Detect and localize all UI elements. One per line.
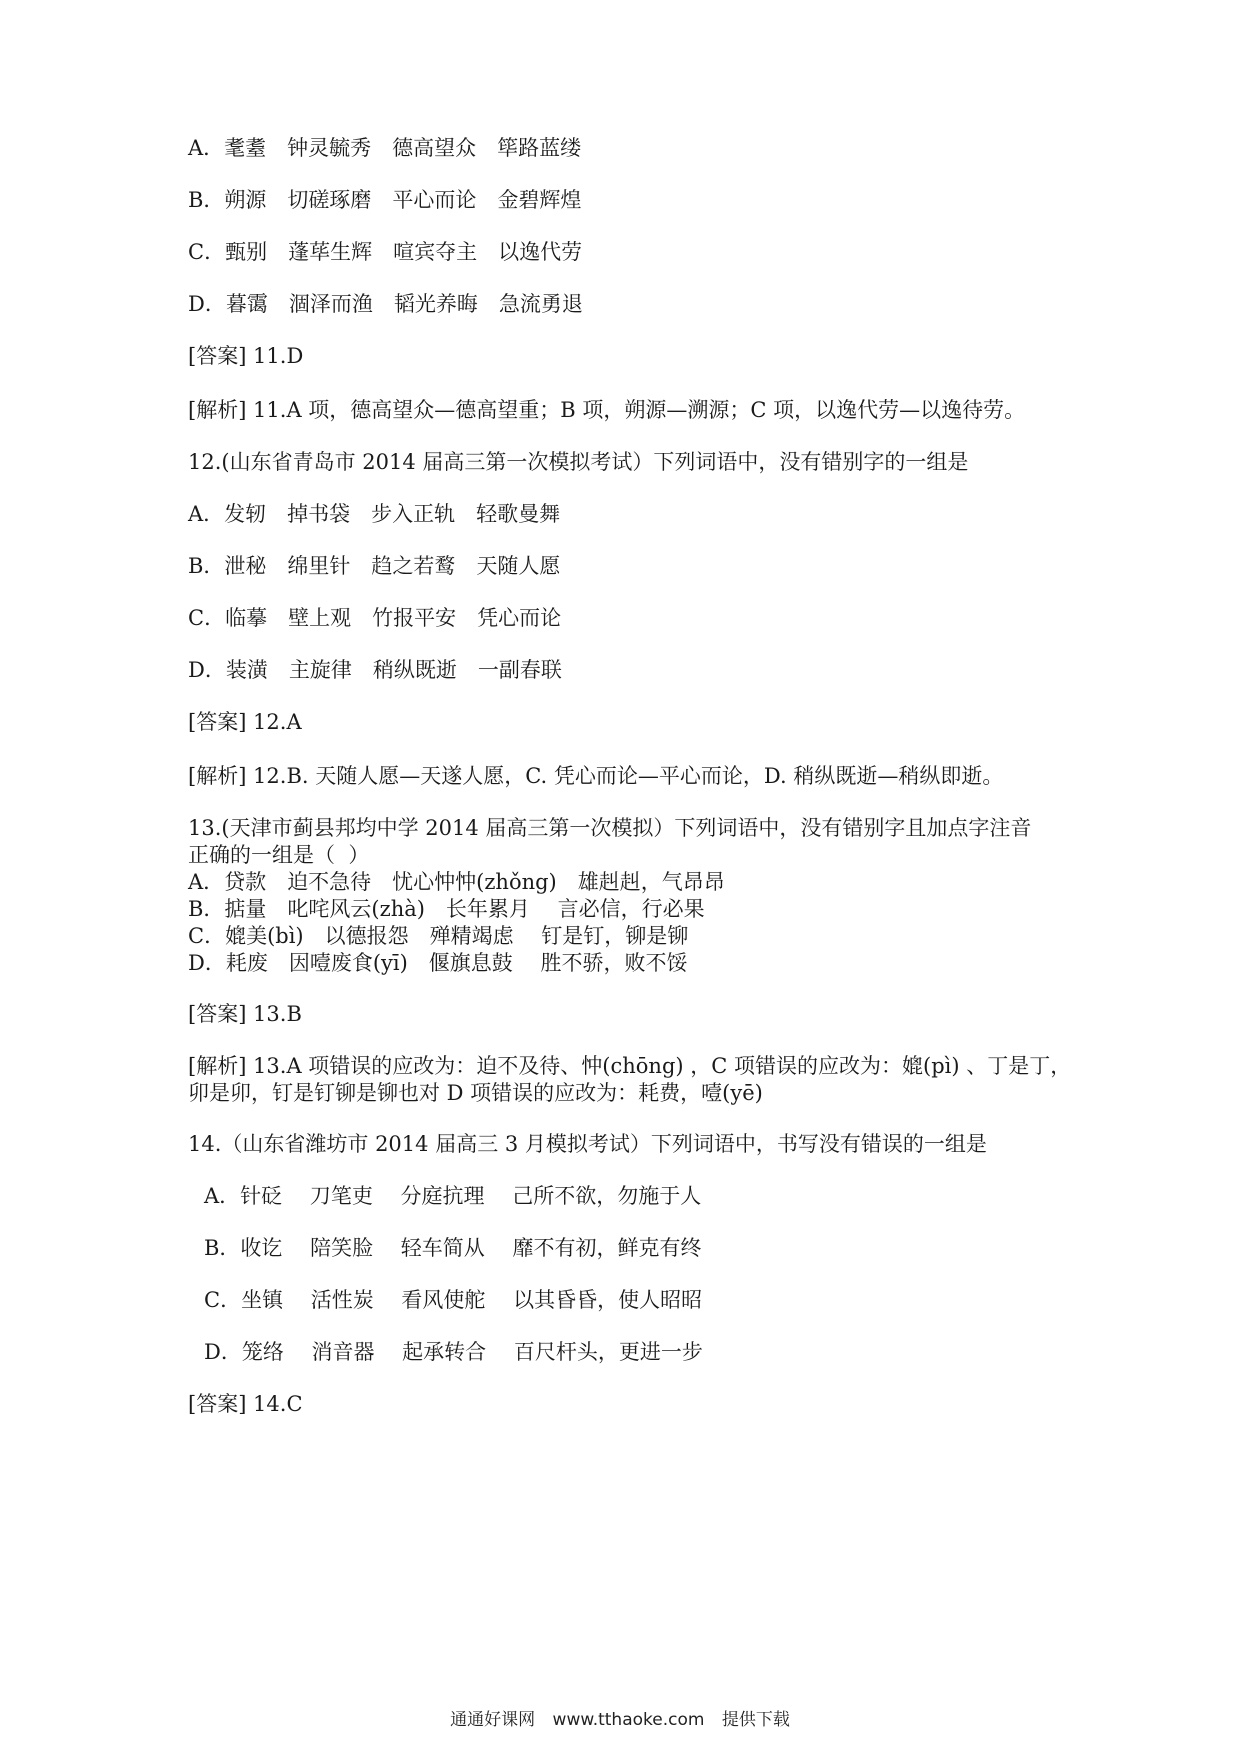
q13-analysis-line2: 卯是卯，钉是钉铆是铆也对 D 项错误的应改为：耗费，噎(yē) <box>188 1081 763 1105</box>
q14-question: 14.（山东省潍坊市 2014 届高三 3 月模拟考试）下列词语中，书写没有错误的一组是 <box>188 1132 987 1156</box>
q12-answer: [答案] 12.A <box>188 710 302 734</box>
footer-url[interactable]: www.tthaoke.com <box>552 1710 705 1730</box>
page-footer <box>0 1705 1240 1730</box>
q13-question-line1: 13.(天津市蓟县邦均中学 2014 届高三第一次模拟）下列词语中，没有错别字且加点字注音 <box>188 816 1032 840</box>
q11-analysis: [解析] 11.A 项，德高望众—德高望重；B 项，朔源—溯源；C 项，以逸代劳—以逸待劳。 <box>188 398 1026 422</box>
footer-site-name: 通通好课网 <box>450 1710 536 1730</box>
q13-option-d: D．耗废 因噎废食(yī) 偃旗息鼓 胜不骄，败不馁 <box>188 951 688 975</box>
q12-option-c: C．临摹 壁上观 竹报平安 凭心而论 <box>188 606 562 630</box>
q13-option-c: C．媲美(bì) 以德报怨 殚精竭虑 钉是钉，铆是铆 <box>188 924 689 948</box>
q12-analysis: [解析] 12.B. 天随人愿—天遂人愿，C. 凭心而论—平心而论，D. 稍纵既逝—稍纵即逝。 <box>188 764 1004 788</box>
q11-answer: [答案] 11.D <box>188 344 304 368</box>
q12-option-b: B．泄秘 绵里针 趋之若鹜 天随人愿 <box>188 554 561 578</box>
footer-suffix: 提供下载 <box>721 1710 790 1730</box>
q14-option-b: B．收讫 陪笑脸 轻车简从 靡不有初，鲜克有终 <box>204 1236 702 1260</box>
q13-option-b: B．掂量 叱咤风云(zhà) 长年累月 言必信，行必果 <box>188 897 705 921</box>
q13-analysis-line1: [解析] 13.A 项错误的应改为：迫不及待、忡(chōng) ，C 项错误的应改为：媲(pì) 、丁是丁， <box>188 1054 1072 1078</box>
q14-option-d: D．笼络 消音器 起承转合 百尺杆头，更进一步 <box>204 1340 703 1364</box>
q14-option-c: C．坐镇 活性炭 看风使舵 以其昏昏，使人昭昭 <box>204 1288 703 1312</box>
q11-option-c: C．甄别 蓬荜生辉 喧宾夺主 以逸代劳 <box>188 240 583 264</box>
q14-answer: [答案] 14.C <box>188 1392 303 1416</box>
q13-option-a: A．贷款 迫不急待 忧心忡忡(zhǒng) 雄赳赳，气昂昂 <box>188 870 725 894</box>
q13-question-line2: 正确的一组是（ ） <box>188 843 370 867</box>
q12-option-d: D．装潢 主旋律 稍纵既逝 一副春联 <box>188 658 562 682</box>
q12-option-a: A．发轫 掉书袋 步入正轨 轻歌曼舞 <box>188 502 561 526</box>
q13-answer: [答案] 13.B <box>188 1002 302 1026</box>
q11-option-b: B．朔源 切磋琢磨 平心而论 金碧辉煌 <box>188 188 582 212</box>
q11-option-a: A．耄耋 钟灵毓秀 德高望众 筚路蓝缕 <box>188 136 582 160</box>
q12-question: 12.(山东省青岛市 2014 届高三第一次模拟考试）下列词语中，没有错别字的一组是 <box>188 450 969 474</box>
q14-option-a: A．针砭 刀笔吏 分庭抗理 己所不欲，勿施于人 <box>204 1184 702 1208</box>
q11-option-d: D．暮霭 涸泽而渔 韬光养晦 急流勇退 <box>188 292 583 316</box>
